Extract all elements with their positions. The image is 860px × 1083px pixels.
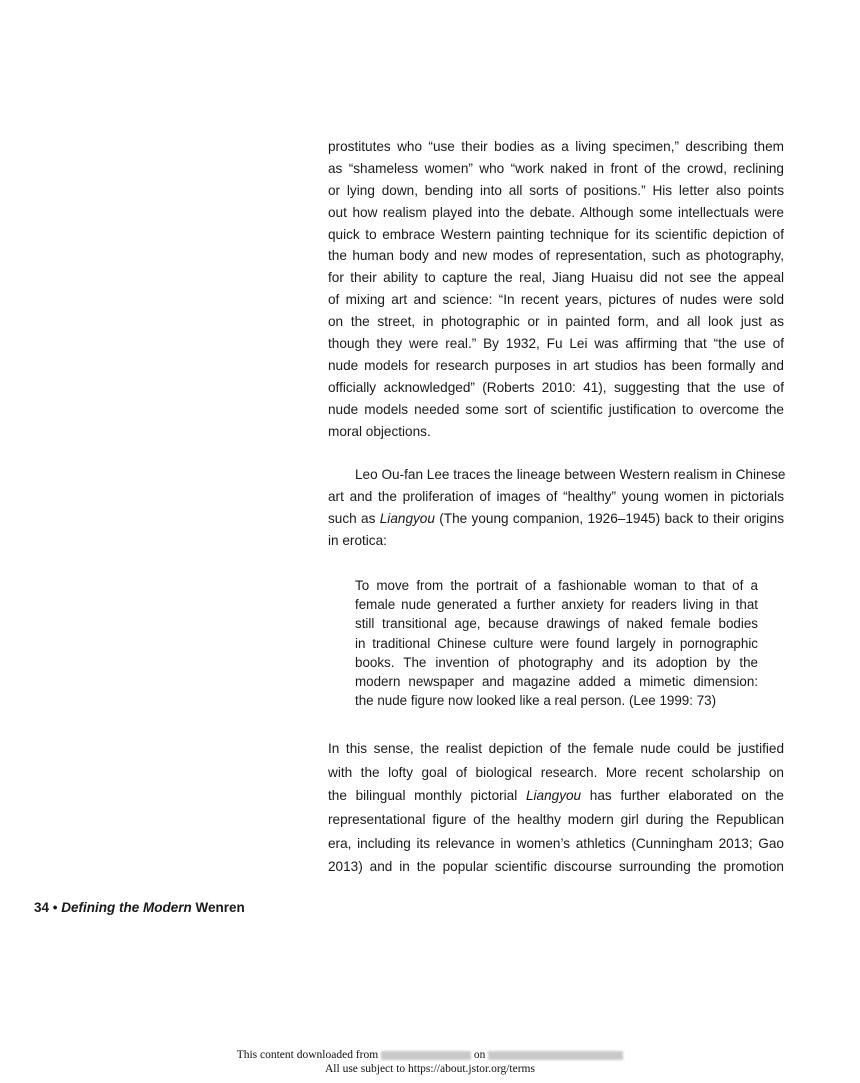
notice-text: on — [471, 1049, 489, 1061]
text-line — [328, 788, 784, 804]
quote-line: the nude figure now looked like a real person. (Lee 1999: 73) — [355, 693, 717, 708]
text-line: quick to embrace Western painting technique for its scientific depiction of — [328, 227, 784, 242]
quote-line: in traditional Chinese culture were found largely in pornographic — [355, 636, 758, 651]
quote-line: still transitional age, because drawings of naked female bodies — [355, 616, 758, 631]
text-line: though they were real.” By 1932, Fu Lei was affirming that “the use of — [328, 336, 784, 351]
text-line: of mixing art and science: “In recent years, pictures of nudes were sold — [328, 292, 784, 307]
quote-line: modern newspaper and magazine added a mimetic dimension: — [355, 674, 758, 689]
text-line: 2013) and in the popular scientific discourse surrounding the promotion — [328, 859, 784, 874]
text-line: the human body and new modes of representation, such as photography, — [328, 248, 784, 263]
text-line: art and the proliferation of images of “healthy” young women in pictorials — [328, 489, 784, 504]
text-line: prostitutes who “use their bodies as a living specimen,” describing them — [328, 139, 784, 154]
text-line: with the lofty goal of biological research. More recent scholarship on — [328, 765, 784, 780]
text: has further elaborated on the — [581, 788, 784, 803]
text-line: era, including its relevance in women’s athletics (Cunningham 2013; Gao — [328, 836, 784, 851]
italic-title: Liangyou — [525, 788, 582, 803]
text-line: In this sense, the realist depiction of the female nude could be justified — [328, 741, 784, 756]
text: the bilingual monthly pictorial — [328, 788, 526, 803]
jstor-download-notice — [0, 1049, 860, 1061]
text-line: Leo Ou-fan Lee traces the lineage between Western realism in Chinese — [355, 467, 786, 482]
text-line: in erotica: — [328, 533, 387, 548]
bullet: • — [49, 900, 62, 915]
text-line: on the street, in photographic or in painted form, and all look just as — [328, 314, 784, 329]
quote-line: female nude generated a further anxiety for readers living in that — [355, 597, 758, 612]
page-number: 34 — [34, 900, 50, 915]
text-line: out how realism played into the debate. Although some intellectuals were — [328, 205, 784, 220]
text-line: officially acknowledged” (Roberts 2010: 41), suggesting that the use of — [328, 380, 784, 395]
text-line: as “shameless women” who “work naked in front of the crowd, reclining — [328, 161, 784, 176]
text-line: representational figure of the healthy modern girl during the Republican — [328, 812, 784, 827]
running-title-rest: Wenren — [191, 900, 245, 915]
page-footer — [34, 900, 245, 915]
redacted-ip — [381, 1051, 471, 1060]
text: (The young companion, 1926–1945) back to their origins — [434, 511, 785, 526]
notice-text: This content downloaded from — [236, 1049, 382, 1061]
text-line: for their ability to capture the real, Jiang Huaisu did not see the appeal — [328, 270, 784, 285]
running-title: Defining the Modern — [61, 900, 192, 915]
text-line: nude models needed some sort of scientific justification to overcome the — [328, 402, 784, 417]
quote-line: To move from the portrait of a fashionable woman to that of a — [355, 578, 758, 593]
jstor-terms-notice: All use subject to https://about.jstor.org/terms — [325, 1063, 535, 1075]
redacted-date — [488, 1051, 623, 1060]
italic-title: Liangyou — [379, 511, 435, 526]
text-line: nude models for research purposes in art studios has been formally and — [328, 358, 784, 373]
text-line: moral objections. — [328, 424, 431, 439]
text: such as — [328, 511, 380, 526]
text-line — [328, 511, 784, 527]
text-line: or lying down, bending into all sorts of positions.” His letter also points — [328, 183, 784, 198]
quote-line: books. The invention of photography and its adoption by the — [355, 655, 758, 670]
